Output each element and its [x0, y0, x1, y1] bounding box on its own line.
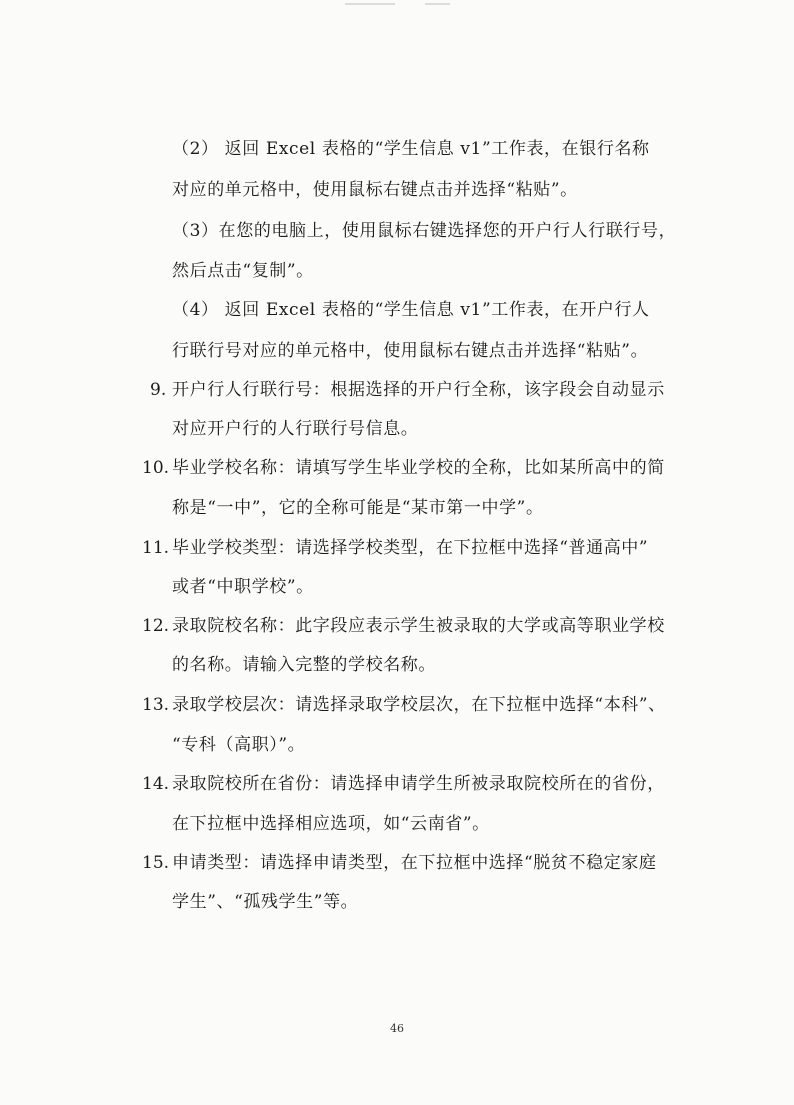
item-number: 11. — [142, 538, 170, 558]
item-11-line-2: 或者“中职学校”。 — [172, 577, 314, 597]
item-15-line-2: 学生”、“孤残学生”等。 — [172, 892, 359, 912]
item-number: 12. — [142, 616, 170, 636]
item-13-line-1: 录取学校层次：请选择录取学校层次，在下拉框中选择“本科”、 — [172, 695, 666, 715]
item-number: 9. — [150, 380, 167, 400]
item-12-line-1: 录取院校名称：此字段应表示学生被录取的大学或高等职业学校 — [172, 616, 665, 636]
scan-artifact — [425, 3, 450, 5]
sub-step-4-line-1: （4） 返回 Excel 表格的“学生信息 v1”工作表，在开户行人 — [172, 300, 650, 320]
item-number: 14. — [142, 774, 170, 794]
item-10-line-1: 毕业学校名称：请填写学生毕业学校的全称，比如某所高中的简 — [172, 458, 665, 478]
item-11-line-1: 毕业学校类型：请选择学校类型，在下拉框中选择“普通高中” — [172, 538, 649, 558]
sub-step-4-line-2: 行联行号对应的单元格中，使用鼠标右键点击并选择“粘贴”。 — [172, 341, 649, 361]
sub-step-2-line-1: （2） 返回 Excel 表格的“学生信息 v1”工作表，在银行名称 — [172, 139, 650, 159]
item-number: 13. — [142, 695, 170, 715]
sub-step-3-line-2: 然后点击“复制”。 — [172, 261, 314, 281]
item-12-line-2: 的名称。请输入完整的学校名称。 — [172, 655, 436, 675]
item-15-line-1: 申请类型：请选择申请类型，在下拉框中选择“脱贫不稳定家庭 — [172, 853, 657, 873]
item-13-line-2: “专科（高职）”。 — [172, 735, 306, 755]
item-number: 15. — [142, 853, 170, 873]
item-9-line-1: 开户行人行联行号：根据选择的开户行全称，该字段会自动显示 — [172, 380, 665, 400]
sub-step-2-line-2: 对应的单元格中，使用鼠标右键点击并选择“粘贴”。 — [172, 180, 578, 200]
item-number: 10. — [142, 458, 170, 478]
item-9-line-2: 对应开户行的人行联行号信息。 — [172, 419, 419, 439]
item-14-line-2: 在下拉框中选择相应选项，如“云南省”。 — [172, 814, 490, 834]
page-number: 46 — [390, 1022, 404, 1035]
scan-artifact — [345, 3, 395, 5]
item-14-line-1: 录取院校所在省份：请选择申请学生所被录取院校所在的省份， — [172, 774, 665, 794]
sub-step-3-line-1: （3）在您的电脑上，使用鼠标右键选择您的开户行人行联行号， — [172, 221, 677, 241]
item-10-line-2: 称是“一中”，它的全称可能是“某市第一中学”。 — [172, 498, 544, 518]
